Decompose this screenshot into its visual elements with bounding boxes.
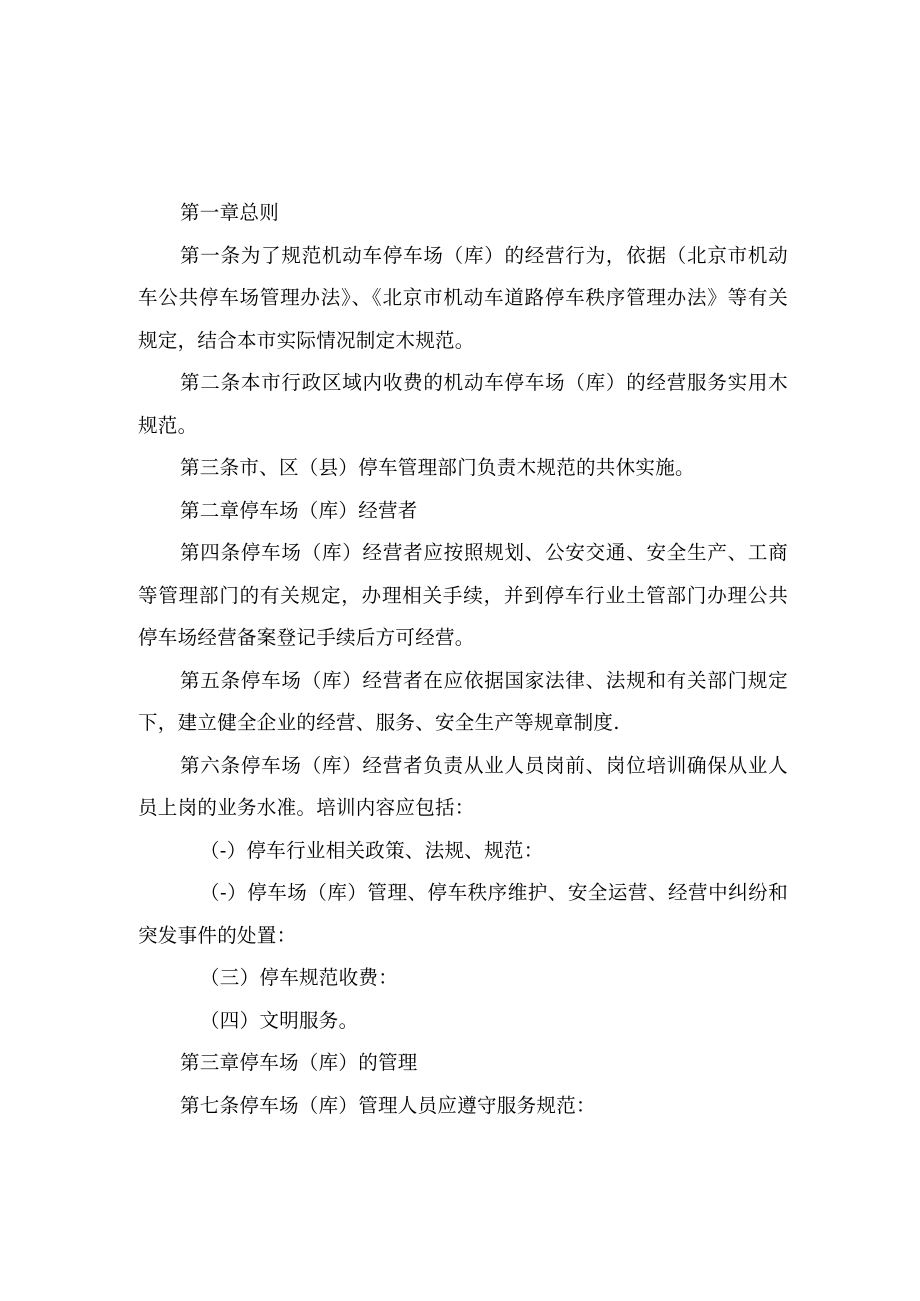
article-6: 第六条停车场（库）经营者负责从业人员岗前、岗位培训确保从业人员上岗的业务水准。培训内容应包括： <box>138 753 788 819</box>
article-4: 第四条停车场（库）经营者应按照规划、公安交通、安全生产、工商等管理部门的有关规定，办理相关手续，并到停车行业土管部门办理公共停车场经营备案登记手续后方可经营。 <box>138 541 788 649</box>
article-5: 第五条停车场（库）经营者在应依据国家法律、法规和有关部门规定下，建立健全企业的经营、服务、安全生产等规章制度. <box>138 668 788 734</box>
document-body <box>138 192 788 1127</box>
article-1: 第一条为了规范机动车停车场（库）的经营行为，依据（北京市机动车公共停车场管理办法》、《北京市机动车道路停车秩序管理办法》等有关规定，结合本市实际情况制定木规范。 <box>138 243 788 352</box>
training-item-4: （四）文明服务。 <box>200 1008 359 1032</box>
chapter-heading-2: 第二章停车场（库）经营者 <box>180 498 418 522</box>
article-3: 第三条市、区（县）停车管理部门负责木规范的共休实施。 <box>180 456 695 479</box>
training-item-3: （三）停车规范收费： <box>200 966 399 989</box>
chapter-heading-1: 第一章总则 <box>180 201 280 224</box>
article-7: 第七条停车场（库）管理人员应遵守服务规范： <box>180 1093 596 1117</box>
training-item-1: （-）停车行业相关政策、法规、规范： <box>200 838 544 862</box>
chapter-heading-3: 第三章停车场（库）的管理 <box>180 1051 418 1074</box>
training-item-2: （-）停车场（库）管理、停车秩序维护、安全运营、经营中纠纷和突发事件的处置： <box>138 881 788 947</box>
article-2: 第二条本市行政区域内收费的机动车停车场（库）的经营服务实用木规范。 <box>138 371 788 437</box>
